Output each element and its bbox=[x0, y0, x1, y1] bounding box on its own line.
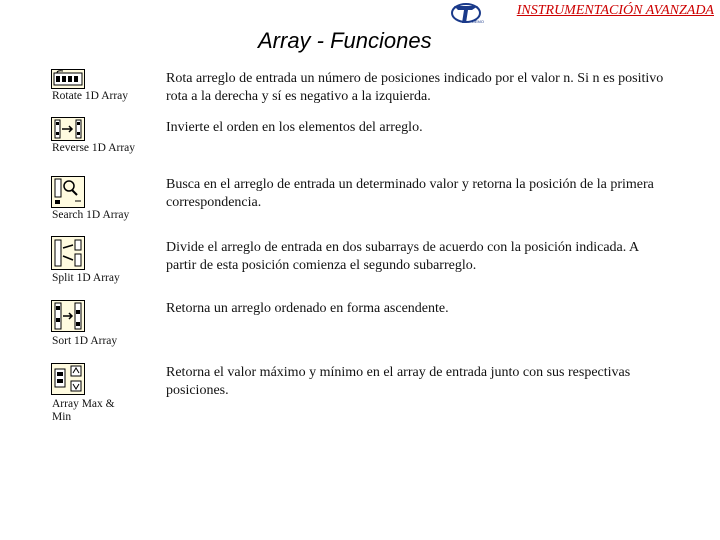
brand-text: INSTRUMENTACIÓN AVANZADA bbox=[516, 3, 714, 18]
function-label: Sort 1D Array bbox=[52, 335, 118, 347]
sort-1d-array-icon bbox=[51, 300, 85, 332]
split-1d-array-icon bbox=[51, 236, 85, 270]
logo-label: DEMO bbox=[472, 19, 484, 24]
rotate-1d-array-icon bbox=[51, 69, 85, 89]
reverse-1d-array-icon bbox=[51, 117, 85, 141]
header bbox=[0, 0, 720, 26]
function-description: Divide el arreglo de entrada en dos subarrays de acuerdo con la posición indicada. A partir de esta posición comienza el segundo subarreglo. bbox=[166, 240, 639, 273]
function-description: Retorna un arreglo ordenado en forma ascendente. bbox=[166, 301, 449, 316]
function-description: Invierte el orden en los elementos del arreglo. bbox=[166, 120, 423, 135]
function-label: Rotate 1D Array bbox=[52, 90, 129, 102]
function-description: Rota arreglo de entrada un número de posiciones indicado por el valor n. Si n es positivo rota a la derecha y sí es negativo a la izquierda. bbox=[166, 71, 664, 104]
function-label: Search 1D Array bbox=[52, 209, 130, 221]
page-title: Array - Funciones bbox=[258, 28, 432, 53]
brand-logo-icon bbox=[448, 1, 488, 25]
function-label: Reverse 1D Array bbox=[52, 142, 136, 154]
array-max-min-icon bbox=[51, 363, 85, 395]
function-description: Retorna el valor máximo y mínimo en el array de entrada junto con sus respectivas posiciones. bbox=[166, 365, 631, 398]
function-label: Array Max & Min bbox=[52, 398, 115, 423]
function-label: Split 1D Array bbox=[52, 272, 120, 284]
function-description: Busca en el arreglo de entrada un determinado valor y retorna la posición de la primera correspondencia. bbox=[166, 177, 654, 210]
search-1d-array-icon bbox=[51, 176, 85, 208]
